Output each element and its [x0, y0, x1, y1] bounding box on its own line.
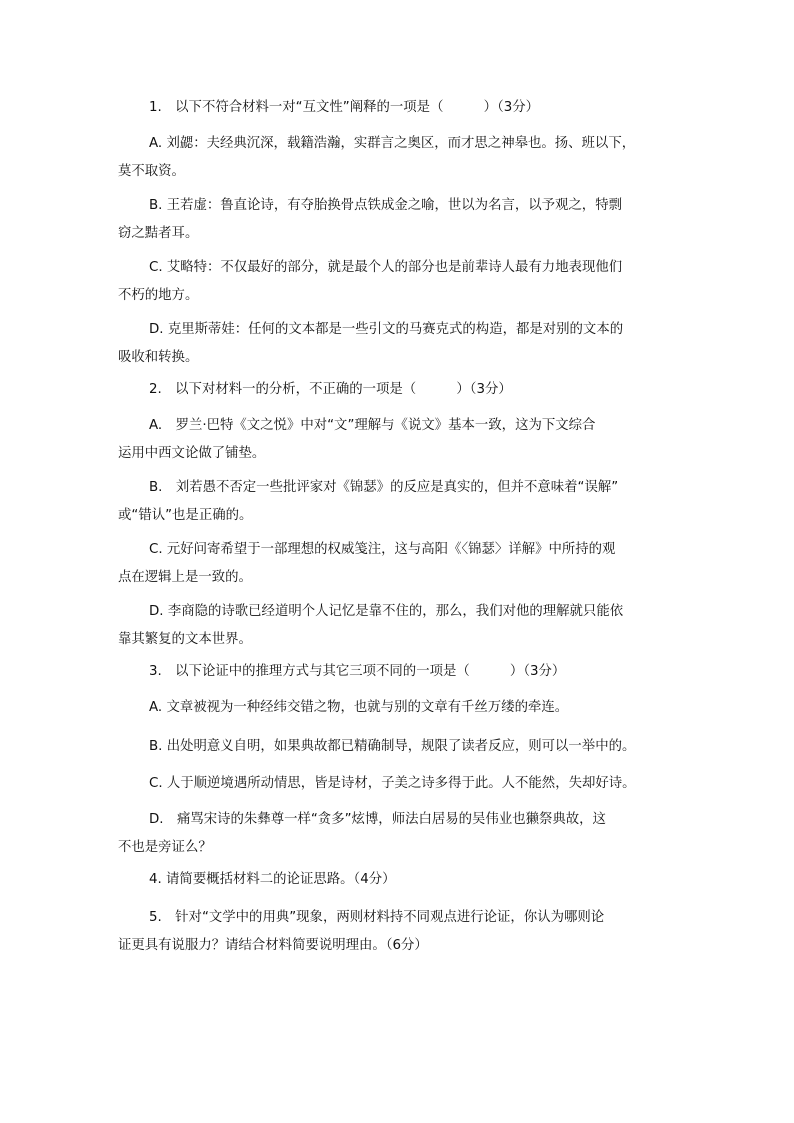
option-2b	[118, 474, 678, 530]
option-1c	[118, 254, 678, 310]
option-2c	[118, 536, 678, 592]
text-line: 不朽的地方。	[118, 288, 199, 303]
question-1	[118, 94, 678, 122]
text-line: A. 罗兰·巴特《文之悦》中对“文”理解与《说文》基本一致，这为下文综合	[149, 418, 596, 433]
text-line: 靠其繁复的文本世界。	[118, 632, 252, 647]
text-line: 莫不取资。	[118, 164, 185, 179]
question-3	[118, 658, 678, 686]
question-4	[118, 866, 678, 894]
text-line: B. 出处明意义自明，如果典故都已精确制导，规限了读者反应，则可以一举中的。	[149, 739, 636, 754]
text-line: C. 艾略特：不仅最好的部分，就是最个人的部分也是前辈诗人最有力地表现他们	[149, 260, 623, 275]
question-2	[118, 376, 678, 404]
text-line: C. 元好问寄希望于一部理想的权威笺注，这与高阳《〈锦瑟〉详解》中所持的观	[149, 542, 616, 557]
option-3d	[118, 806, 678, 862]
text-line: 证更具有说服力？请结合材料简要说明理由。（6分）	[118, 938, 428, 953]
option-2d	[118, 598, 678, 654]
text-line: C. 人于顺逆境遇所动情思，皆是诗材，子美之诗多得于此。人不能然，失却好诗。	[149, 776, 636, 791]
text-line: D. 痛骂宋诗的朱彝尊一样“贪多”炫博，师法白居易的吴伟业也獭祭典故，这	[149, 812, 606, 827]
option-3a	[118, 694, 678, 722]
text-line: A. 刘勰：夫经典沉深，载籍浩瀚，实群言之奥区，而才思之神皋也。扬、班以下，	[149, 136, 636, 151]
option-2a	[118, 412, 678, 468]
text-line: 4. 请简要概括材料二的论证思路。（4分）	[149, 872, 396, 887]
text-line: 吸收和转换。	[118, 350, 199, 365]
text-line: 不也是旁证么？	[118, 840, 212, 855]
text-line: 窃之黠者耳。	[118, 226, 199, 241]
text-line: 或“错认”也是正确的。	[118, 508, 253, 523]
text-line: 1. 以下不符合材料一对“互文性”阐释的一项是（ ）（3分）	[149, 100, 540, 115]
option-1a	[118, 130, 678, 186]
text-line: A. 文章被视为一种经纬交错之物，也就与别的文章有千丝万缕的牵连。	[149, 700, 569, 715]
option-1b	[118, 192, 678, 248]
text-line: 运用中西文论做了铺垫。	[118, 446, 266, 461]
text-line: 2. 以下对材料一的分析，不正确的一项是（ ）（3分）	[149, 382, 512, 397]
text-line: 5. 针对“文学中的用典”现象，两则材料持不同观点进行论证，你认为哪则论	[149, 910, 605, 925]
text-line: B. 刘若愚不否定一些批评家对《锦瑟》的反应是真实的，但并不意味着“误解”	[149, 480, 619, 495]
text-line: D. 克里斯蒂娃：任何的文本都是一些引文的马赛克式的构造，都是对别的文本的	[149, 322, 624, 337]
option-3c	[118, 770, 678, 798]
text-line: 点在逻辑上是一致的。	[118, 570, 252, 585]
text-line: D. 李商隐的诗歌已经道明个人记忆是靠不住的，那么，我们对他的理解就只能依	[149, 604, 624, 619]
option-1d	[118, 316, 678, 372]
text-line: 3. 以下论证中的推理方式与其它三项不同的一项是（ ）（3分）	[149, 664, 566, 679]
text-line: B. 王若虚：鲁直论诗，有夺胎换骨点铁成金之喻，世以为名言，以予观之，特剽	[149, 198, 622, 213]
question-5	[118, 904, 678, 960]
option-3b	[118, 733, 678, 761]
